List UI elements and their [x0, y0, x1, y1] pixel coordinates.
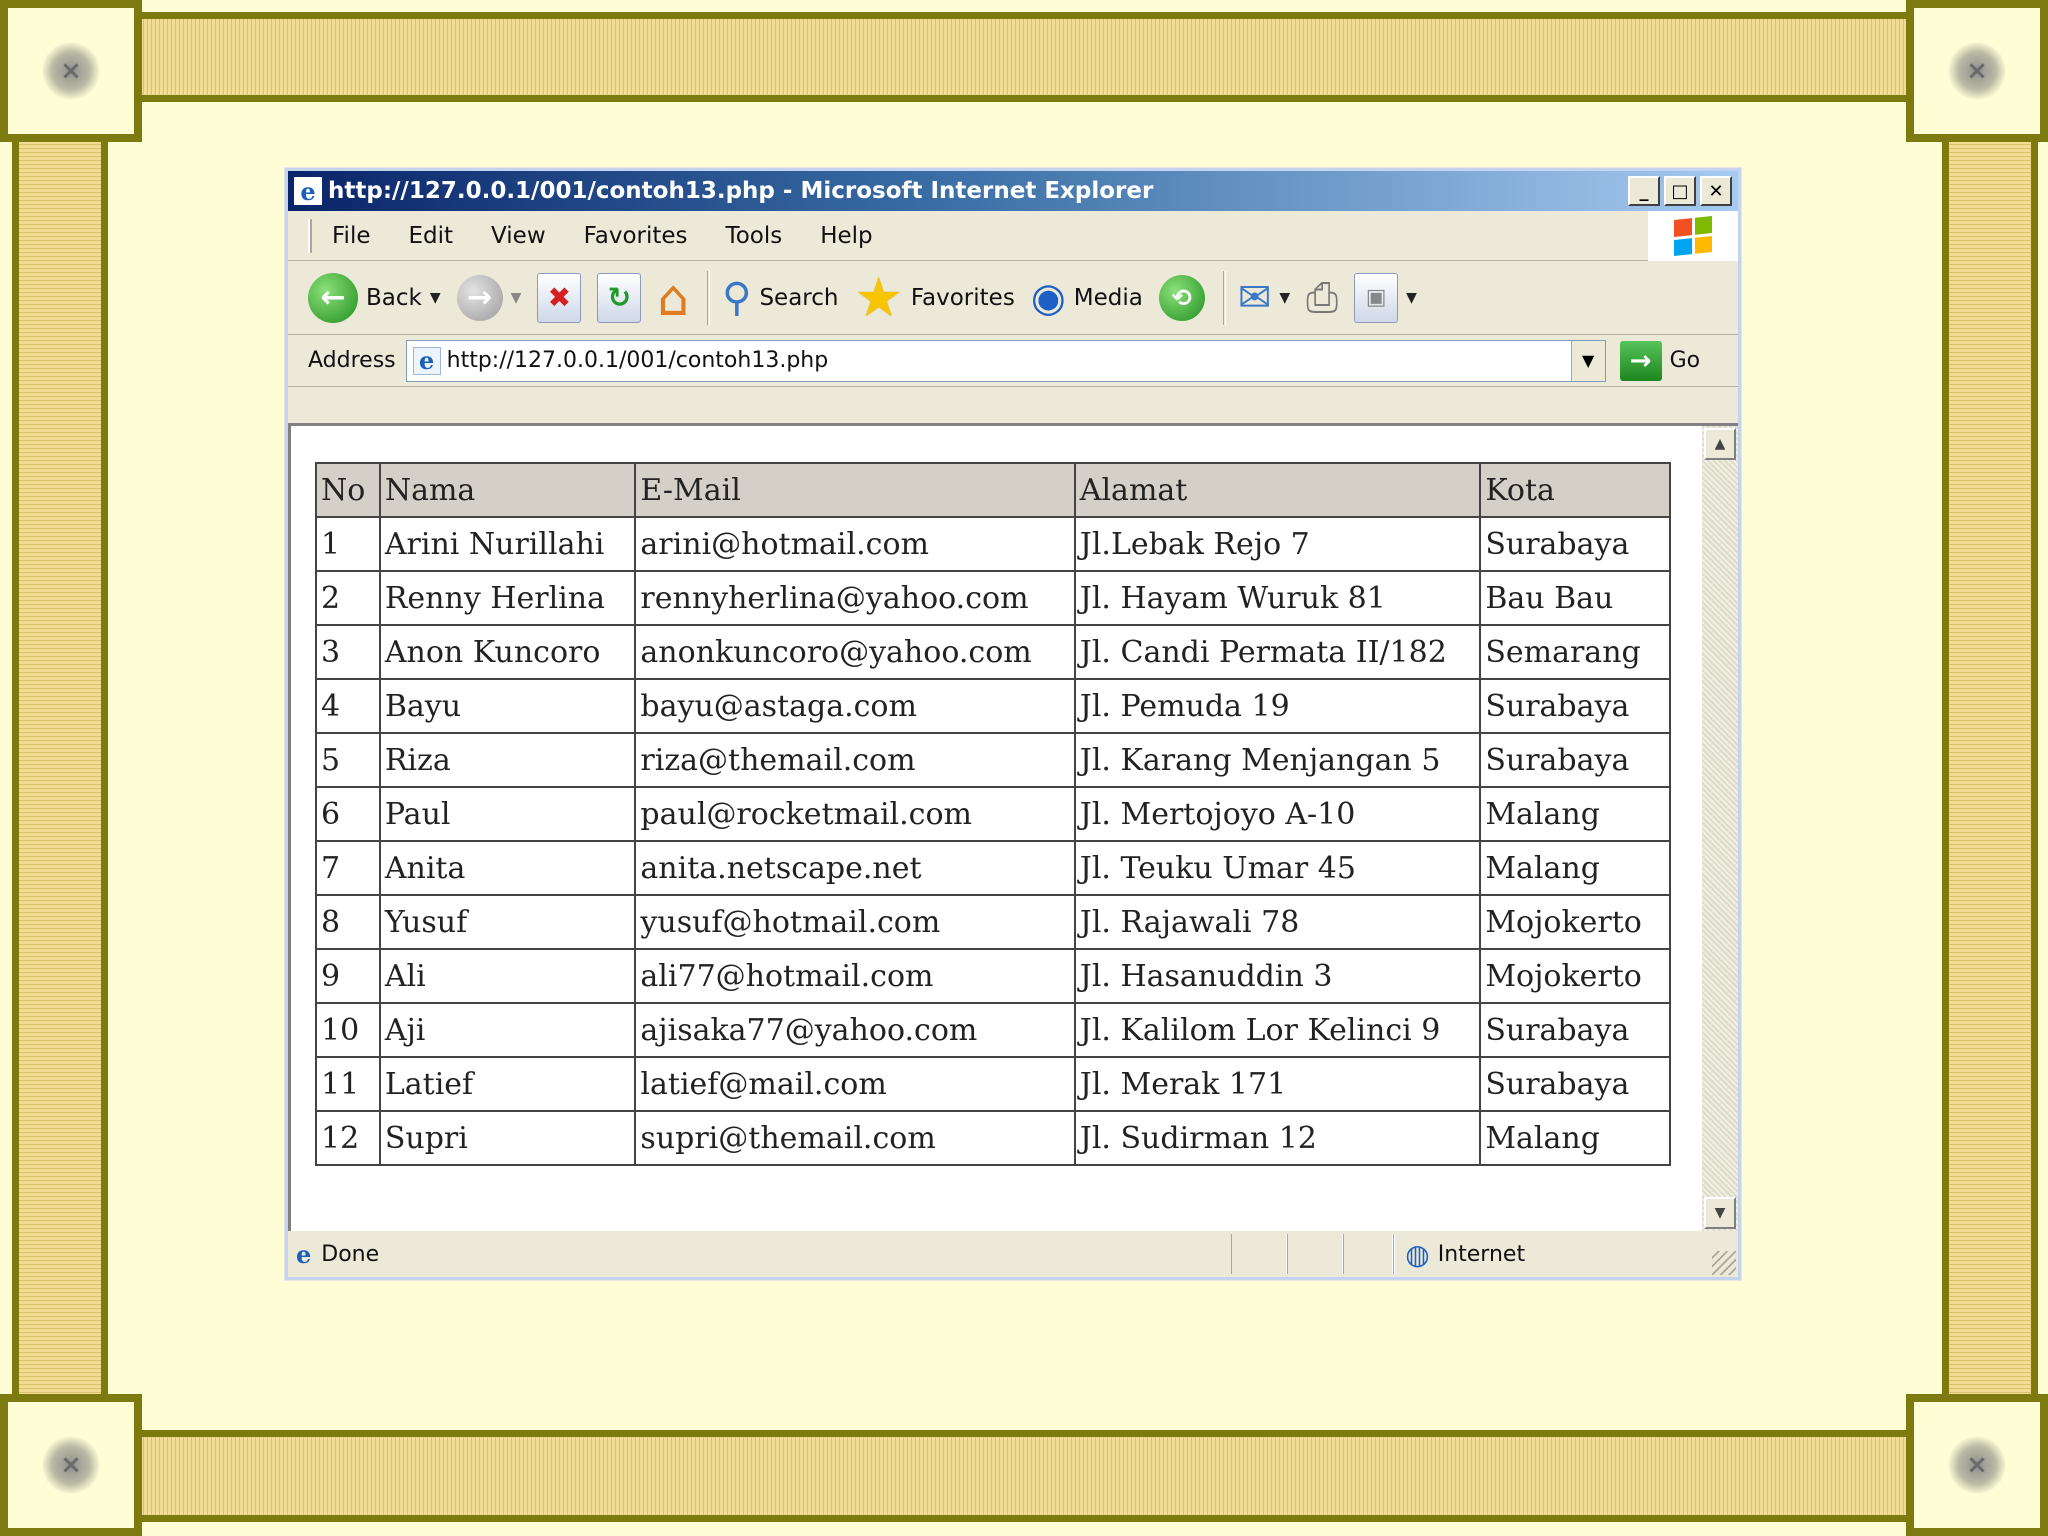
- favorites-label: Favorites: [910, 284, 1015, 311]
- menu-edit[interactable]: Edit: [408, 222, 454, 249]
- search-icon: ⚲: [722, 274, 752, 321]
- cell-nama: Riza: [380, 733, 636, 787]
- cell-kota: Surabaya: [1480, 1003, 1670, 1057]
- table-row: [316, 787, 1670, 841]
- cell-no: 8: [316, 895, 380, 949]
- address-dropdown-icon[interactable]: ▼: [1571, 341, 1605, 381]
- menu-tools[interactable]: Tools: [725, 222, 783, 249]
- cell-kota: Surabaya: [1480, 1057, 1670, 1111]
- mail-dropdown-icon[interactable]: ▼: [1279, 289, 1291, 306]
- page-icon: e: [413, 347, 441, 375]
- frame-corner-bottom-left: [0, 1394, 142, 1536]
- back-dropdown-icon[interactable]: ▼: [429, 289, 441, 306]
- go-arrow-icon: →: [1620, 341, 1662, 381]
- cell-email: anonkuncoro@yahoo.com: [635, 625, 1074, 679]
- title-bar[interactable]: [288, 171, 1738, 211]
- history-button[interactable]: [1159, 275, 1205, 321]
- cell-alamat: Jl. Teuku Umar 45: [1075, 841, 1481, 895]
- media-label: Media: [1073, 284, 1143, 311]
- menu-file[interactable]: File: [332, 222, 371, 249]
- cell-email: riza@themail.com: [635, 733, 1074, 787]
- table-row: [316, 733, 1670, 787]
- search-label: Search: [759, 284, 839, 311]
- header-no: No: [316, 463, 380, 517]
- cell-no: 3: [316, 625, 380, 679]
- cell-alamat: Jl. Sudirman 12: [1075, 1111, 1481, 1165]
- frame-top-stripe: [100, 12, 1948, 102]
- table-row: [316, 625, 1670, 679]
- status-cell: [1287, 1234, 1343, 1274]
- menu-view[interactable]: View: [491, 222, 546, 249]
- cell-alamat: Jl. Hayam Wuruk 81: [1075, 571, 1481, 625]
- forward-arrow-icon: →: [457, 275, 503, 321]
- media-icon: ◉: [1030, 274, 1066, 321]
- cell-nama: Ali: [380, 949, 636, 1003]
- back-button[interactable]: [308, 273, 441, 323]
- page-done-icon: e: [296, 1239, 312, 1269]
- cell-alamat: Jl. Hasanuddin 3: [1075, 949, 1481, 1003]
- cell-email: arini@hotmail.com: [635, 517, 1074, 571]
- forward-button[interactable]: [457, 275, 522, 321]
- home-icon: ⌂: [657, 268, 690, 327]
- close-knob-icon: ×: [42, 42, 100, 100]
- resize-grip-icon[interactable]: [1712, 1251, 1736, 1275]
- back-arrow-icon: ←: [308, 273, 358, 323]
- windows-logo-icon: [1648, 211, 1738, 261]
- table-row: [316, 949, 1670, 1003]
- back-label: Back: [366, 284, 422, 311]
- cell-kota: Surabaya: [1480, 517, 1670, 571]
- cell-nama: Arini Nurillahi: [380, 517, 636, 571]
- cell-nama: Anon Kuncoro: [380, 625, 636, 679]
- mail-icon: ✉: [1237, 274, 1272, 321]
- cell-nama: Yusuf: [380, 895, 636, 949]
- toolbar-separator: [707, 271, 710, 325]
- cell-nama: Renny Herlina: [380, 571, 636, 625]
- cell-email: latief@mail.com: [635, 1057, 1074, 1111]
- scroll-down-icon[interactable]: ▼: [1704, 1197, 1736, 1229]
- cell-no: 12: [316, 1111, 380, 1165]
- header-nama: Nama: [380, 463, 636, 517]
- status-cell: [1393, 1234, 1395, 1274]
- cell-email: supri@themail.com: [635, 1111, 1074, 1165]
- header-alamat: Alamat: [1075, 463, 1481, 517]
- cell-nama: Latief: [380, 1057, 636, 1111]
- cell-no: 1: [316, 517, 380, 571]
- close-knob-icon: ×: [42, 1436, 100, 1494]
- cell-email: bayu@astaga.com: [635, 679, 1074, 733]
- internet-globe-icon: ◍: [1405, 1237, 1430, 1271]
- address-bar: [288, 335, 1738, 387]
- menu-bar: [288, 211, 1738, 261]
- table-row: [316, 895, 1670, 949]
- table-row: [316, 1003, 1670, 1057]
- cell-alamat: Jl. Rajawali 78: [1075, 895, 1481, 949]
- stop-button[interactable]: [537, 273, 581, 323]
- cell-no: 5: [316, 733, 380, 787]
- cell-no: 9: [316, 949, 380, 1003]
- cell-no: 7: [316, 841, 380, 895]
- address-label: Address: [308, 348, 396, 373]
- minimize-button[interactable]: _: [1628, 176, 1660, 206]
- menu-favorites[interactable]: Favorites: [583, 222, 688, 249]
- cell-email: rennyherlina@yahoo.com: [635, 571, 1074, 625]
- history-icon: ⟲: [1159, 275, 1205, 321]
- cell-email: ali77@hotmail.com: [635, 949, 1074, 1003]
- header-email: E-Mail: [635, 463, 1074, 517]
- table-row: [316, 1057, 1670, 1111]
- browser-window: [285, 168, 1741, 1280]
- address-field[interactable]: [406, 340, 1606, 382]
- cell-email: anita.netscape.net: [635, 841, 1074, 895]
- cell-kota: Semarang: [1480, 625, 1670, 679]
- cell-no: 6: [316, 787, 380, 841]
- ie-logo-icon: e: [294, 177, 322, 205]
- cell-kota: Malang: [1480, 787, 1670, 841]
- status-cell: [1343, 1234, 1393, 1274]
- frame-right-stripe: [1942, 100, 2038, 1440]
- header-kota: Kota: [1480, 463, 1670, 517]
- address-input[interactable]: [447, 348, 1571, 373]
- edit-button[interactable]: [1354, 273, 1417, 323]
- mail-button[interactable]: [1238, 275, 1290, 321]
- cell-nama: Supri: [380, 1111, 636, 1165]
- vertical-scrollbar[interactable]: [1702, 426, 1738, 1231]
- toolbar-separator: [1223, 271, 1226, 325]
- frame-left-stripe: [12, 100, 108, 1440]
- scroll-up-icon[interactable]: ▲: [1704, 428, 1736, 460]
- cell-email: ajisaka77@yahoo.com: [635, 1003, 1074, 1057]
- maximize-button[interactable]: □: [1664, 176, 1696, 206]
- media-button[interactable]: [1031, 275, 1143, 321]
- cell-nama: Bayu: [380, 679, 636, 733]
- cell-kota: Surabaya: [1480, 679, 1670, 733]
- cell-alamat: Jl. Candi Permata II/182: [1075, 625, 1481, 679]
- cell-nama: Anita: [380, 841, 636, 895]
- go-label: Go: [1669, 348, 1701, 373]
- table-header-row: [316, 463, 1670, 517]
- close-knob-icon: ×: [1948, 42, 2006, 100]
- refresh-button[interactable]: [597, 273, 641, 323]
- cell-kota: Mojokerto: [1480, 895, 1670, 949]
- print-icon: ⎙: [1306, 274, 1339, 321]
- standard-toolbar: [288, 261, 1738, 335]
- cell-nama: Aji: [380, 1003, 636, 1057]
- frame-corner-top-right: [1906, 0, 2048, 142]
- cell-no: 11: [316, 1057, 380, 1111]
- table-row: [316, 571, 1670, 625]
- cell-kota: Surabaya: [1480, 733, 1670, 787]
- cell-no: 10: [316, 1003, 380, 1057]
- edit-icon: ▣: [1354, 273, 1398, 323]
- table-row: [316, 841, 1670, 895]
- contact-table: [315, 462, 1671, 1166]
- print-button[interactable]: [1306, 275, 1338, 321]
- cell-alamat: Jl. Pemuda 19: [1075, 679, 1481, 733]
- cell-kota: Malang: [1480, 1111, 1670, 1165]
- cell-no: 2: [316, 571, 380, 625]
- forward-dropdown-icon[interactable]: ▼: [510, 289, 522, 306]
- table-row: [316, 1111, 1670, 1165]
- status-text: Done: [321, 1241, 380, 1267]
- home-button[interactable]: [657, 268, 690, 327]
- close-button[interactable]: ✕: [1700, 176, 1732, 206]
- cell-alamat: Jl. Mertojoyo A-10: [1075, 787, 1481, 841]
- cell-kota: Malang: [1480, 841, 1670, 895]
- frame-corner-bottom-right: [1906, 1394, 2048, 1536]
- cell-alamat: Jl. Karang Menjangan 5: [1075, 733, 1481, 787]
- cell-email: yusuf@hotmail.com: [635, 895, 1074, 949]
- menu-help[interactable]: Help: [820, 222, 873, 249]
- stop-icon: ✖: [537, 273, 581, 323]
- cell-nama: Paul: [380, 787, 636, 841]
- cell-kota: Mojokerto: [1480, 949, 1670, 1003]
- menu-grip[interactable]: [308, 219, 312, 253]
- cell-no: 4: [316, 679, 380, 733]
- frame-bottom-stripe: [100, 1430, 1948, 1522]
- cell-alamat: Jl. Kalilom Lor Kelinci 9: [1075, 1003, 1481, 1057]
- status-bar: [288, 1231, 1738, 1277]
- cell-alamat: Jl. Merak 171: [1075, 1057, 1481, 1111]
- cell-email: paul@rocketmail.com: [635, 787, 1074, 841]
- cell-kota: Bau Bau: [1480, 571, 1670, 625]
- window-title: http://127.0.0.1/001/contoh13.php - Microsoft Internet Explorer: [328, 178, 1154, 204]
- table-row: [316, 679, 1670, 733]
- zone-label: Internet: [1437, 1241, 1526, 1267]
- cell-alamat: Jl.Lebak Rejo 7: [1075, 517, 1481, 571]
- close-knob-icon: ×: [1948, 1436, 2006, 1494]
- page-content: [288, 423, 1738, 1231]
- edit-dropdown-icon[interactable]: ▼: [1406, 289, 1417, 306]
- search-button[interactable]: [722, 275, 838, 321]
- frame-corner-top-left: [0, 0, 142, 142]
- favorites-star-icon: ★: [854, 265, 903, 329]
- security-zone: [1405, 1238, 1525, 1271]
- table-row: [316, 517, 1670, 571]
- go-button[interactable]: [1620, 341, 1701, 381]
- favorites-button[interactable]: [854, 265, 1015, 329]
- refresh-icon: ↻: [597, 273, 641, 323]
- status-cell: [1231, 1234, 1287, 1274]
